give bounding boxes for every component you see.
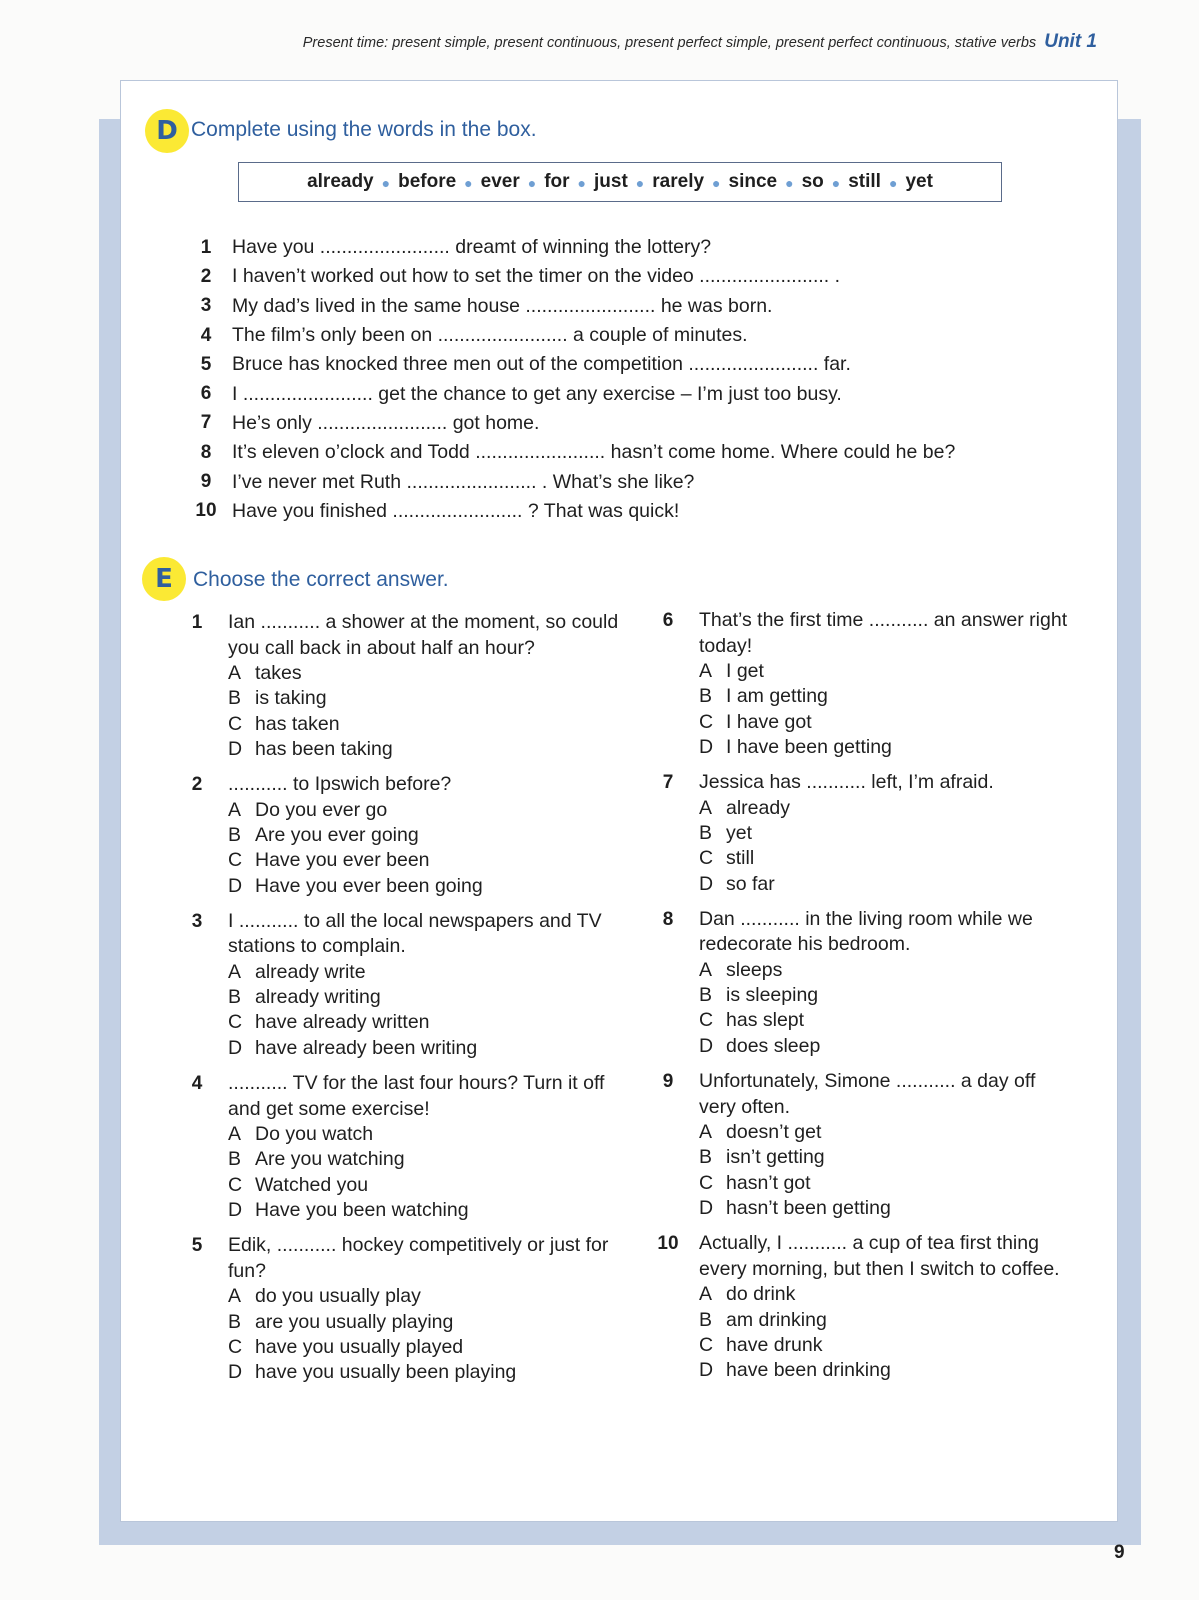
section-e-title: Choose the correct answer. xyxy=(193,568,449,591)
option-letter: C xyxy=(228,1011,243,1034)
option-letter: C xyxy=(699,1333,714,1356)
section-d-item xyxy=(180,233,1020,262)
word-box-item: ever xyxy=(480,171,520,192)
question-stem xyxy=(182,772,622,798)
item-text: Have you finished ........................ ? That was quick! xyxy=(232,499,680,522)
item-text: Bruce has knocked three men out of the competition ........................ far. xyxy=(232,353,851,376)
question-text: That’s the first time ........... an answer right today! xyxy=(699,609,1068,657)
question-stem xyxy=(182,1233,622,1284)
answer-option xyxy=(653,821,1073,846)
header-unit: Unit 1 xyxy=(1044,31,1097,52)
answer-option xyxy=(653,983,1073,1008)
answer-option xyxy=(653,1308,1073,1333)
option-text: so far xyxy=(726,872,775,895)
option-letter: B xyxy=(699,821,713,844)
word-box-item: for xyxy=(544,171,570,192)
question-text: ........... to Ipswich before? xyxy=(228,773,452,796)
question-stem xyxy=(182,1071,622,1122)
question-block xyxy=(653,907,1073,1059)
option-letter: A xyxy=(228,1285,242,1308)
option-text: Do you ever go xyxy=(255,798,388,821)
option-letter: D xyxy=(228,737,243,760)
question-stem xyxy=(653,907,1073,958)
page-number: 9 xyxy=(1114,1542,1125,1563)
word-box-item: still xyxy=(848,171,881,192)
question-block xyxy=(653,608,1073,760)
answer-option xyxy=(653,1282,1073,1307)
question-text: Ian ........... a shower at the moment, so could you call back in about half an hour? xyxy=(228,611,619,659)
question-block xyxy=(653,770,1073,897)
option-text: has been taking xyxy=(255,737,393,760)
item-text: The film’s only been on ........................ a couple of minutes. xyxy=(232,324,748,347)
option-text: I am getting xyxy=(726,685,828,708)
item-number: 4 xyxy=(200,324,212,346)
word-box-item: already xyxy=(307,171,374,192)
option-text: Are you ever going xyxy=(255,823,419,846)
answer-option xyxy=(182,798,622,823)
item-text: I ........................ get the chance to get any exercise – I’m just too busy. xyxy=(232,382,842,405)
item-number: 8 xyxy=(200,441,212,463)
question-stem xyxy=(653,608,1073,659)
section-d-badge: D xyxy=(145,109,189,153)
option-text: do drink xyxy=(726,1283,796,1306)
option-letter: C xyxy=(699,847,714,870)
option-letter: A xyxy=(699,660,713,682)
item-number: 10 xyxy=(195,500,217,522)
item-number: 5 xyxy=(200,353,212,375)
question-number: 4 xyxy=(191,1073,203,1095)
item-number: 3 xyxy=(200,295,212,317)
option-letter: C xyxy=(228,1173,243,1196)
word-separator-dot: ● xyxy=(381,175,391,191)
question-text: I ........... to all the local newspapers and TV stations to complain. xyxy=(228,909,602,958)
option-letter: D xyxy=(699,872,714,895)
option-text: have been drinking xyxy=(726,1359,891,1382)
question-number: 10 xyxy=(657,1233,679,1255)
question-number: 8 xyxy=(662,908,674,930)
question-text: Actually, I ........... a cup of tea first thing every morning, but then I switch to coffee. xyxy=(699,1232,1060,1280)
question-number: 7 xyxy=(662,772,674,794)
option-letter: C xyxy=(228,1335,243,1358)
question-block xyxy=(182,1233,622,1385)
section-d-item xyxy=(180,321,1020,350)
question-text: Jessica has ........... left, I’m afraid. xyxy=(699,771,994,794)
option-text: already writing xyxy=(255,986,381,1009)
answer-option xyxy=(182,1036,622,1061)
option-letter: D xyxy=(228,874,243,897)
option-text: I have been getting xyxy=(726,735,892,758)
option-letter: D xyxy=(699,1196,714,1219)
question-stem xyxy=(182,909,622,960)
question-block xyxy=(182,1071,622,1223)
section-e-right-column xyxy=(653,608,1073,1393)
question-number: 5 xyxy=(191,1235,203,1257)
item-text: Have you ........................ dreamt of winning the lottery? xyxy=(232,236,712,259)
section-d-title: Complete using the words in the box. xyxy=(191,118,537,141)
section-d-item xyxy=(180,409,1020,438)
option-letter: A xyxy=(228,662,242,684)
word-separator-dot: ● xyxy=(888,175,898,191)
option-letter: A xyxy=(228,798,242,821)
question-block xyxy=(182,909,622,1061)
question-text: Edik, ........... hockey competitively or just for fun? xyxy=(228,1234,609,1282)
question-text: Dan ........... in the living room while we redecorate his bedroom. xyxy=(699,907,1033,956)
word-box xyxy=(238,162,1002,202)
option-text: Have you been watching xyxy=(255,1198,469,1221)
section-e-badge: E xyxy=(142,557,186,601)
answer-option xyxy=(653,1145,1073,1170)
question-text: ........... TV for the last four hours? Turn it off and get some exercise! xyxy=(228,1072,605,1120)
answer-option xyxy=(182,686,622,711)
option-letter: A xyxy=(699,958,713,981)
answer-option xyxy=(653,1196,1073,1221)
answer-option xyxy=(182,874,622,899)
option-letter: B xyxy=(228,1148,242,1171)
answer-option xyxy=(653,1008,1073,1033)
item-text: It’s eleven o’clock and Todd ........................ hasn’t come home. Where could he be? xyxy=(232,441,956,464)
option-letter: B xyxy=(228,823,242,846)
question-stem xyxy=(653,1231,1073,1282)
option-text: have you usually been playing xyxy=(255,1361,517,1384)
section-d-item xyxy=(180,379,1020,408)
answer-option xyxy=(182,1360,622,1385)
answer-option xyxy=(182,985,622,1010)
option-text: have already written xyxy=(255,1011,430,1034)
option-letter: C xyxy=(228,712,243,735)
answer-option xyxy=(653,1120,1073,1145)
word-box-item: just xyxy=(594,171,628,192)
word-separator-dot: ● xyxy=(527,175,537,191)
option-text: isn’t getting xyxy=(726,1146,825,1169)
option-text: I have got xyxy=(726,710,812,733)
option-letter: B xyxy=(699,685,713,708)
item-number: 1 xyxy=(200,236,212,258)
item-number: 6 xyxy=(200,383,212,405)
option-letter: B xyxy=(228,986,242,1009)
question-block xyxy=(182,772,622,899)
question-block xyxy=(653,1069,1073,1221)
question-stem xyxy=(182,610,622,661)
option-letter: A xyxy=(228,1123,242,1146)
word-separator-dot: ● xyxy=(635,175,645,191)
answer-option xyxy=(182,1147,622,1172)
answer-option xyxy=(182,823,622,848)
option-letter: B xyxy=(699,1146,713,1169)
item-number: 7 xyxy=(200,412,212,434)
question-number: 3 xyxy=(191,910,203,932)
word-box-item: since xyxy=(728,171,778,192)
answer-option xyxy=(653,846,1073,871)
item-number: 2 xyxy=(200,265,212,287)
answer-option xyxy=(182,960,622,985)
option-letter: B xyxy=(699,1308,713,1331)
option-letter: D xyxy=(699,1034,714,1057)
section-d-item xyxy=(180,467,1020,496)
answer-option xyxy=(182,848,622,873)
item-text: He’s only ........................ got home. xyxy=(232,411,540,434)
item-number: 9 xyxy=(200,471,212,493)
word-separator-dot: ● xyxy=(831,175,841,191)
question-number: 1 xyxy=(191,612,203,633)
option-text: are you usually playing xyxy=(255,1310,454,1333)
answer-option xyxy=(653,1034,1073,1059)
answer-option xyxy=(653,735,1073,760)
option-text: Have you ever been xyxy=(255,849,430,872)
question-block xyxy=(653,1231,1073,1383)
option-text: is sleeping xyxy=(726,984,819,1007)
option-text: has taken xyxy=(255,712,340,735)
answer-option xyxy=(182,1335,622,1360)
question-number: 9 xyxy=(662,1071,674,1093)
answer-option xyxy=(653,958,1073,983)
word-box-item: yet xyxy=(905,171,933,192)
word-separator-dot: ● xyxy=(577,175,587,191)
option-text: Are you watching xyxy=(255,1148,405,1171)
answer-option xyxy=(182,1122,622,1147)
word-box-item: before xyxy=(398,171,457,192)
option-letter: B xyxy=(228,687,242,710)
option-letter: A xyxy=(699,1121,713,1144)
option-text: already xyxy=(726,796,790,819)
item-text: My dad’s lived in the same house ........................ he was born. xyxy=(232,294,773,317)
option-text: doesn’t get xyxy=(726,1121,822,1144)
running-header xyxy=(303,31,1097,53)
option-text: have drunk xyxy=(726,1333,823,1356)
answer-option xyxy=(182,1010,622,1035)
option-text: sleeps xyxy=(726,958,783,981)
option-text: takes xyxy=(255,662,302,684)
answer-option xyxy=(653,684,1073,709)
option-letter: D xyxy=(228,1036,243,1059)
question-number: 6 xyxy=(662,610,674,631)
answer-option xyxy=(182,1173,622,1198)
item-text: I’ve never met Ruth ........................ . What’s she like? xyxy=(232,470,695,493)
answer-option xyxy=(653,872,1073,897)
option-letter: C xyxy=(699,710,714,733)
option-letter: D xyxy=(699,1359,714,1382)
answer-option xyxy=(653,796,1073,821)
answer-option xyxy=(182,661,622,686)
word-box-item: so xyxy=(801,171,824,192)
option-text: do you usually play xyxy=(255,1285,421,1308)
option-text: already write xyxy=(255,960,366,983)
question-block xyxy=(182,610,622,762)
section-d-item xyxy=(180,262,1020,291)
question-text: Unfortunately, Simone ........... a day off very often. xyxy=(699,1070,1036,1118)
option-text: hasn’t got xyxy=(726,1171,811,1194)
word-separator-dot: ● xyxy=(464,175,473,191)
item-text: I haven’t worked out how to set the timer on the video ........................ . xyxy=(232,265,841,288)
option-text: I get xyxy=(726,660,764,682)
answer-option xyxy=(653,1358,1073,1383)
section-d-item xyxy=(180,497,1020,526)
option-text: has slept xyxy=(726,1009,805,1032)
answer-option xyxy=(653,1171,1073,1196)
option-letter: A xyxy=(699,796,713,819)
option-text: Have you ever been going xyxy=(255,874,483,897)
option-text: does sleep xyxy=(726,1034,821,1057)
word-box-item: rarely xyxy=(652,171,705,192)
option-text: am drinking xyxy=(726,1308,827,1331)
question-stem xyxy=(653,770,1073,796)
option-text: Do you watch xyxy=(255,1123,374,1146)
option-letter: B xyxy=(228,1310,242,1333)
word-separator-dot: ● xyxy=(785,175,794,191)
option-letter: D xyxy=(699,735,714,758)
answer-option xyxy=(653,710,1073,735)
answer-option xyxy=(182,737,622,762)
option-letter: C xyxy=(699,1171,714,1194)
question-number: 2 xyxy=(191,774,203,796)
option-text: yet xyxy=(726,821,753,844)
answer-option xyxy=(182,1284,622,1309)
option-text: have you usually played xyxy=(255,1335,464,1358)
option-letter: B xyxy=(699,984,713,1007)
question-stem xyxy=(653,1069,1073,1120)
option-text: hasn’t been getting xyxy=(726,1196,891,1219)
option-text: still xyxy=(726,847,755,870)
answer-option xyxy=(653,659,1073,684)
header-topic: Present time: present simple, present continuous, present perfect simple, present perfect continuous, stative verbs xyxy=(302,35,1037,51)
answer-option xyxy=(182,1310,622,1335)
option-letter: D xyxy=(228,1198,243,1221)
option-text: Watched you xyxy=(255,1173,369,1196)
section-e-left-column xyxy=(182,610,622,1395)
word-separator-dot: ● xyxy=(712,175,721,191)
option-letter: D xyxy=(228,1361,243,1384)
section-d-list xyxy=(180,233,1020,526)
option-letter: C xyxy=(228,849,243,872)
option-letter: A xyxy=(699,1283,713,1306)
answer-option xyxy=(653,1333,1073,1358)
option-letter: A xyxy=(228,960,242,983)
option-letter: C xyxy=(699,1009,714,1032)
option-text: is taking xyxy=(255,687,327,710)
section-d-item xyxy=(180,292,1020,321)
answer-option xyxy=(182,712,622,737)
option-text: have already been writing xyxy=(255,1036,478,1059)
section-d-item xyxy=(180,438,1020,467)
answer-option xyxy=(182,1198,622,1223)
section-d-item xyxy=(180,350,1020,379)
